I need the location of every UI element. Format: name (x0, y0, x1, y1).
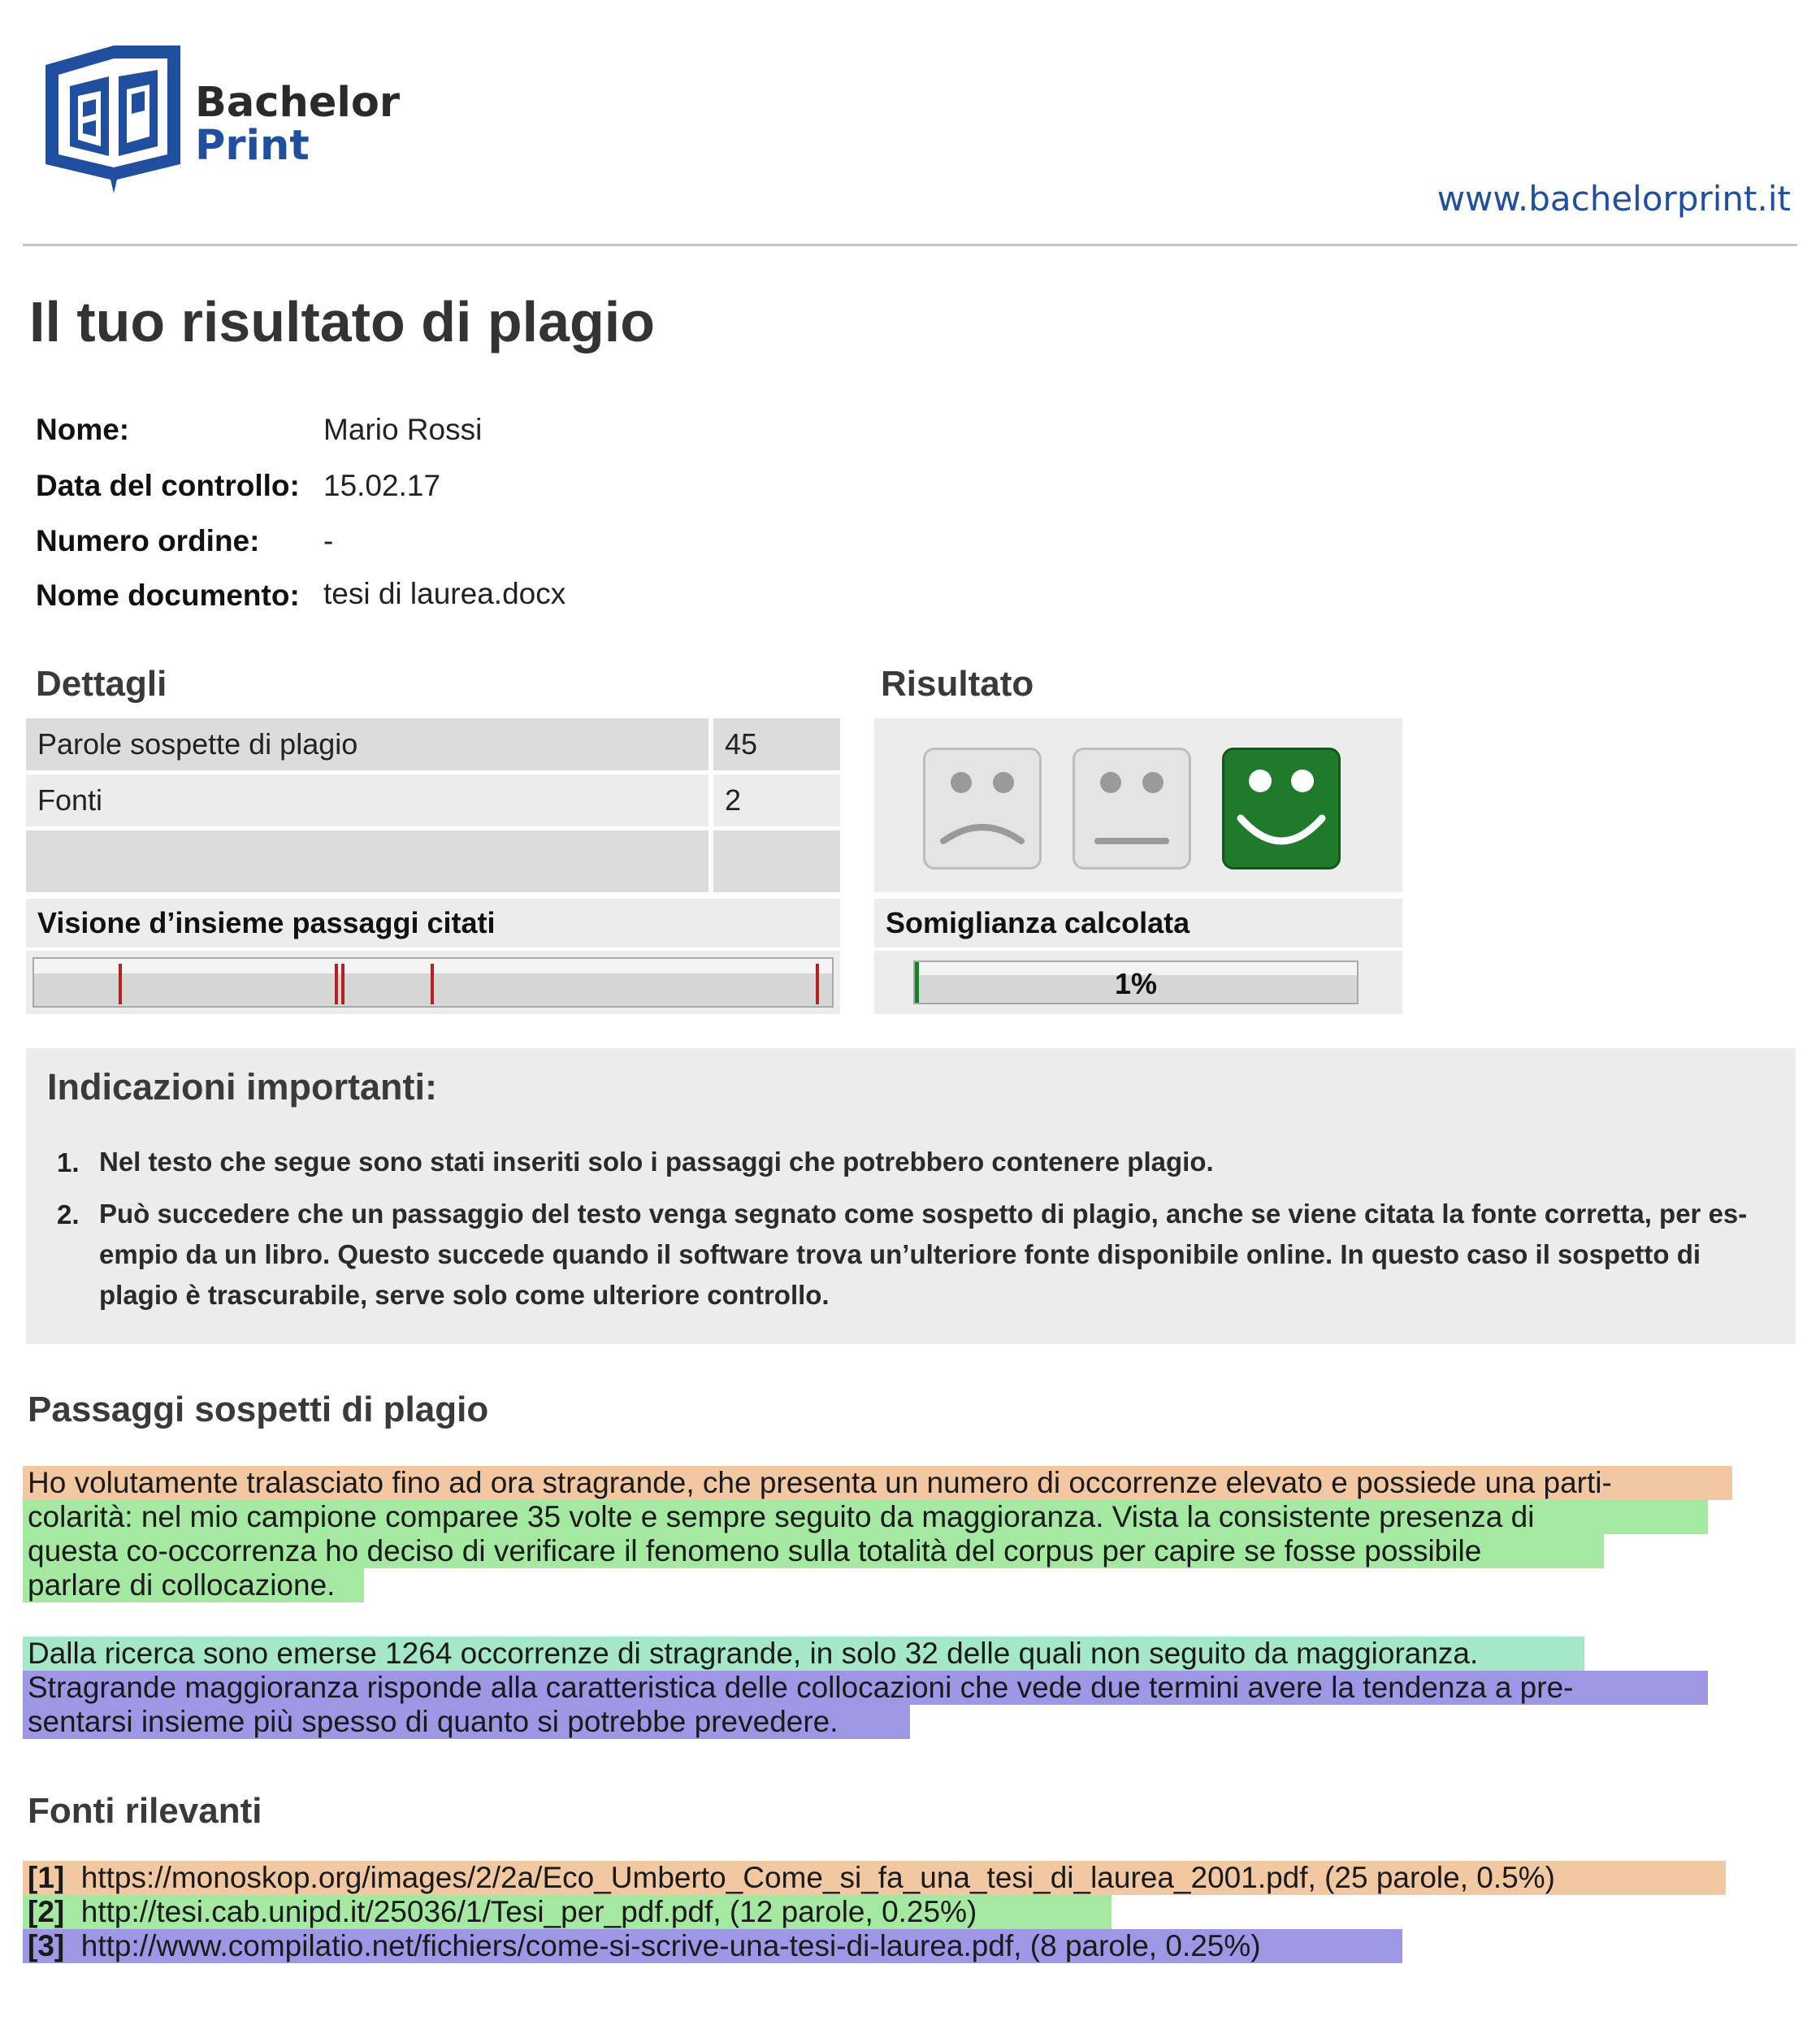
empty-row-label (26, 830, 708, 892)
check-date-value: 15.02.17 (323, 469, 441, 502)
note-text: Può succedere che un passaggio del testo venga segnato come sospetto di plagio, anche se viene citata la fonte corretta, per es- empio da un libro. Questo succede quando il software trova un’ulteriore fonte disponibile online. In questo caso il sospetto di plagio è trascurabile, serve solo come ulteriore controllo. (99, 1199, 1748, 1310)
passage-line: questa co-occorrenza ho deciso di verificare il fenomeno sulla totalità del corpus per capire se fosse possibile (23, 1534, 1604, 1568)
passage-line: parlare di collocazione. (23, 1568, 364, 1602)
document-name-value: tesi di laurea.docx (323, 577, 566, 610)
website-link[interactable]: www.bachelorprint.it (1436, 179, 1791, 219)
header-divider (23, 244, 1797, 246)
similarity-progress-bar (913, 960, 1358, 1004)
source-number: [1] (28, 1861, 65, 1894)
sad-face-icon (923, 748, 1042, 869)
empty-row-value (713, 830, 840, 892)
note-number: 2. (57, 1199, 80, 1229)
suspected-words-value: 45 (713, 718, 840, 770)
source-number: [2] (28, 1895, 65, 1928)
order-number-label: Numero ordine: (36, 524, 260, 557)
order-number-value: - (323, 524, 334, 557)
sources-count-value: 2 (713, 774, 840, 826)
passage-line: colarità: nel mio campione comparee 35 volte e sempre seguito da maggioranza. Vista la consistente presenza di (23, 1500, 1708, 1534)
passage-line: Ho volutamente tralasciato fino ad ora stragrande, che presenta un numero di occorrenze elevato e possiede una parti- (23, 1466, 1732, 1500)
sources-heading: Fonti rilevanti (28, 1791, 262, 1831)
document-name-label: Nome documento: (36, 579, 300, 612)
check-date-label: Data del controllo: (36, 469, 300, 502)
passages-heading: Passaggi sospetti di plagio (28, 1390, 489, 1429)
suspected-words-label: Parole sospette di plagio (26, 718, 708, 770)
notes-title: Indicazioni importanti: (47, 1066, 437, 1108)
passage-line: sentarsi insieme più spesso di quanto si potrebbe prevedere. (23, 1705, 910, 1739)
book-logo-icon (42, 42, 188, 197)
name-label: Nome: (36, 413, 130, 446)
rating-panel (874, 718, 1402, 892)
citation-marker (119, 964, 122, 1004)
neutral-face-icon (1072, 748, 1191, 869)
passage-line: Stragrande maggioranza risponde alla caratteristica delle collocazioni che vede due termini avere la tendenza a pre- (23, 1671, 1708, 1705)
brand-name: Bachelor Print (195, 79, 401, 170)
citation-overview-bar (32, 957, 834, 1008)
name-value: Mario Rossi (323, 413, 483, 446)
page-title: Il tuo risultato di plagio (29, 290, 655, 353)
passage-line: Dalla ricerca sono emerse 1264 occorrenze di stragrande, in solo 32 delle quali non seguito da maggioranza. (23, 1637, 1584, 1671)
citation-marker (341, 964, 344, 1004)
note-number: 1. (57, 1147, 80, 1177)
source-link[interactable]: https://monoskop.org/images/2/2a/Eco_Umberto_Come_si_fa_una_tesi_di_laurea_2001.pdf, (25 parole, 0.5%) (80, 1861, 1555, 1894)
source-item[interactable] (23, 1861, 1726, 1895)
details-heading: Dettagli (36, 664, 167, 704)
similarity-label: Somiglianza calcolata (874, 899, 1402, 947)
source-item[interactable] (23, 1929, 1402, 1963)
citation-marker (816, 964, 819, 1004)
source-link[interactable]: http://tesi.cab.unipd.it/25036/1/Tesi_per_pdf.pdf, (12 parole, 0.25%) (80, 1895, 977, 1928)
overview-panel (26, 951, 840, 1014)
source-link[interactable]: http://www.compilatio.net/fichiers/come-si-scrive-una-tesi-di-laurea.pdf, (8 parole, 0.25%) (80, 1929, 1261, 1962)
sources-count-label: Fonti (26, 774, 708, 826)
citation-marker (335, 964, 338, 1004)
note-text: Nel testo che segue sono stati inseriti solo i passaggi che potrebbero contenere plagio. (99, 1147, 1214, 1177)
source-item[interactable] (23, 1895, 1112, 1929)
similarity-panel (874, 951, 1402, 1014)
happy-face-icon (1222, 748, 1341, 869)
source-number: [3] (28, 1929, 65, 1962)
similarity-percent: 1% (1114, 967, 1158, 1000)
citation-marker (431, 964, 434, 1004)
overview-label: Visione d’insieme passaggi citati (26, 899, 840, 947)
result-heading: Risultato (881, 664, 1034, 704)
